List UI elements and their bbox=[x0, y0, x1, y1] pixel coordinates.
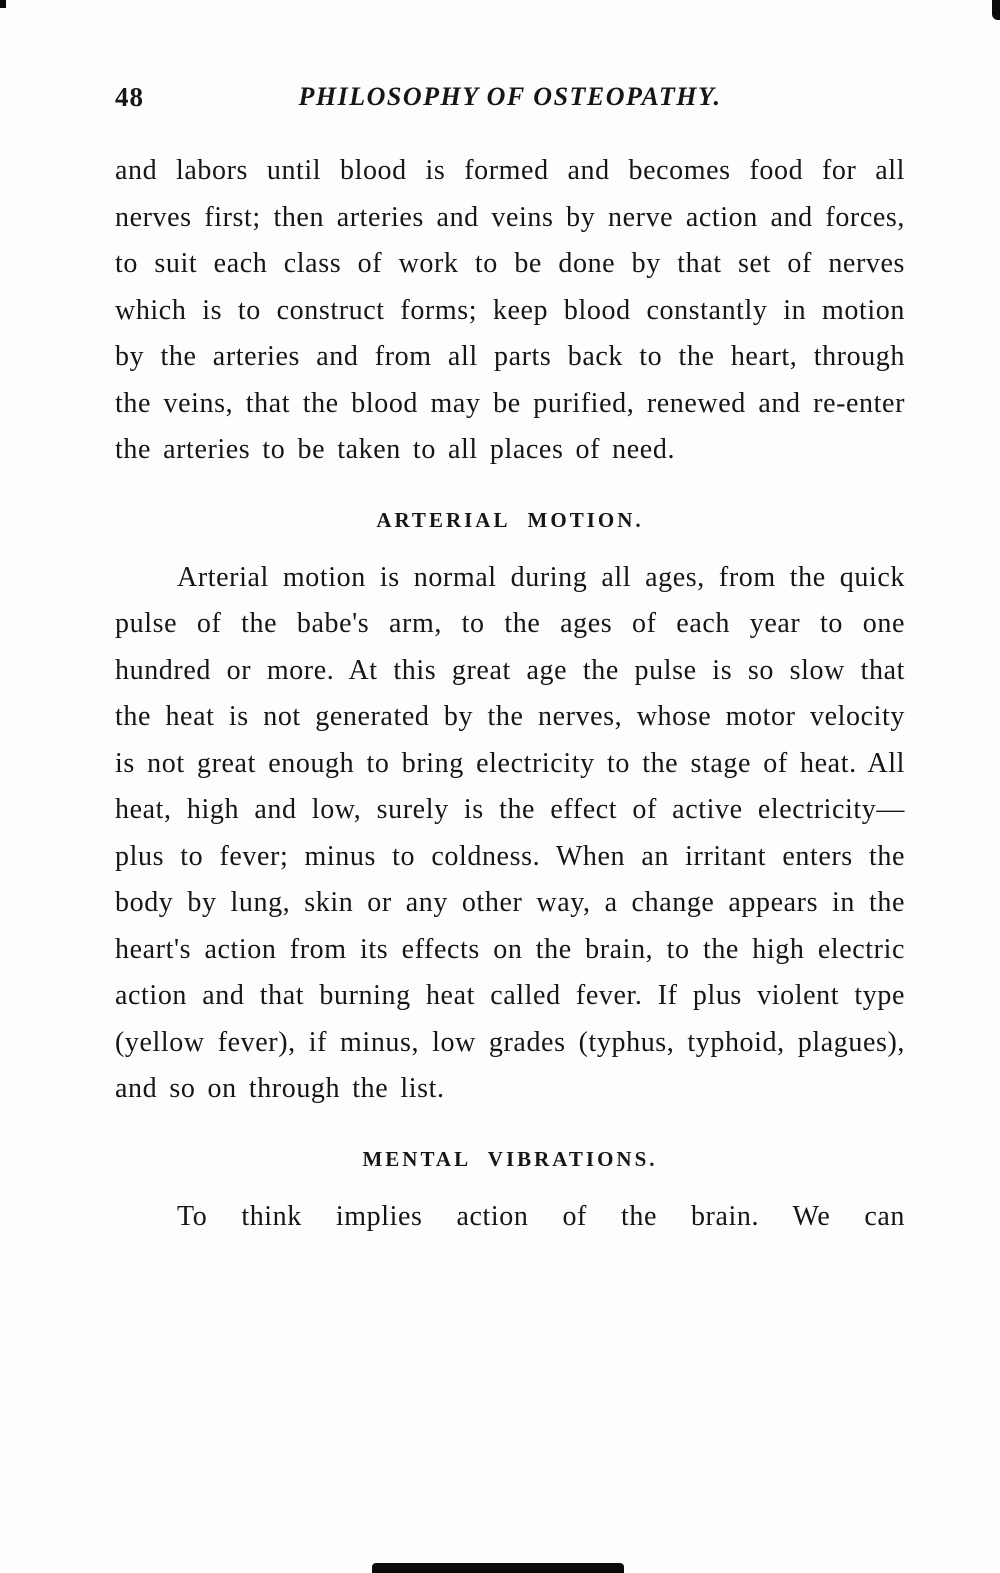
paragraph-arterial-motion: Arterial motion is normal during all ages, from the quick pulse of the babe's arm, to the ages of each year to one hundred or more. At this great age the pulse is so slow that the heat is not generated by the nerves, whose motor velocity is not great enough to bring electricity to the stage of heat. All heat, high and low, surely is the effect of active electricity—plus to fever; minus to coldness. When an irritant enters the body by lung, skin or any other way, a change appears in the heart's action from its effects on the brain, to the high electric action and that burning heat called fever. If plus violent type (yellow fever), if minus, low grades (typhus, typhoid, plagues), and so on through the list. bbox=[115, 561, 905, 1104]
scan-artifact-top-left bbox=[0, 0, 6, 8]
paragraph-mental-vibrations: To think implies action of the brain. We can bbox=[177, 1200, 905, 1232]
scan-artifact-top-right bbox=[992, 0, 1000, 20]
section-heading-mental-vibrations: MENTAL VIBRATIONS. bbox=[362, 1146, 658, 1171]
page-body bbox=[115, 148, 905, 1240]
page-number: 48 bbox=[115, 82, 144, 112]
running-title: PHILOSOPHY OF OSTEOPATHY. bbox=[298, 82, 722, 111]
page-header bbox=[0, 0, 1000, 122]
section-heading-arterial-motion: ARTERIAL MOTION. bbox=[376, 507, 644, 532]
scan-artifact-bottom bbox=[372, 1563, 624, 1573]
paragraph-continuation: and labors until blood is formed and becomes food for all nerves first; then arteries and veins by nerve action and forces, to suit each class of work to be done by that set of nerves which is to construct forms; keep blood constantly in motion by the arteries and from all parts back to the heart, through the veins, that the blood may be purified, renewed and re-enter the arteries to be taken to all places of need. bbox=[115, 155, 905, 465]
